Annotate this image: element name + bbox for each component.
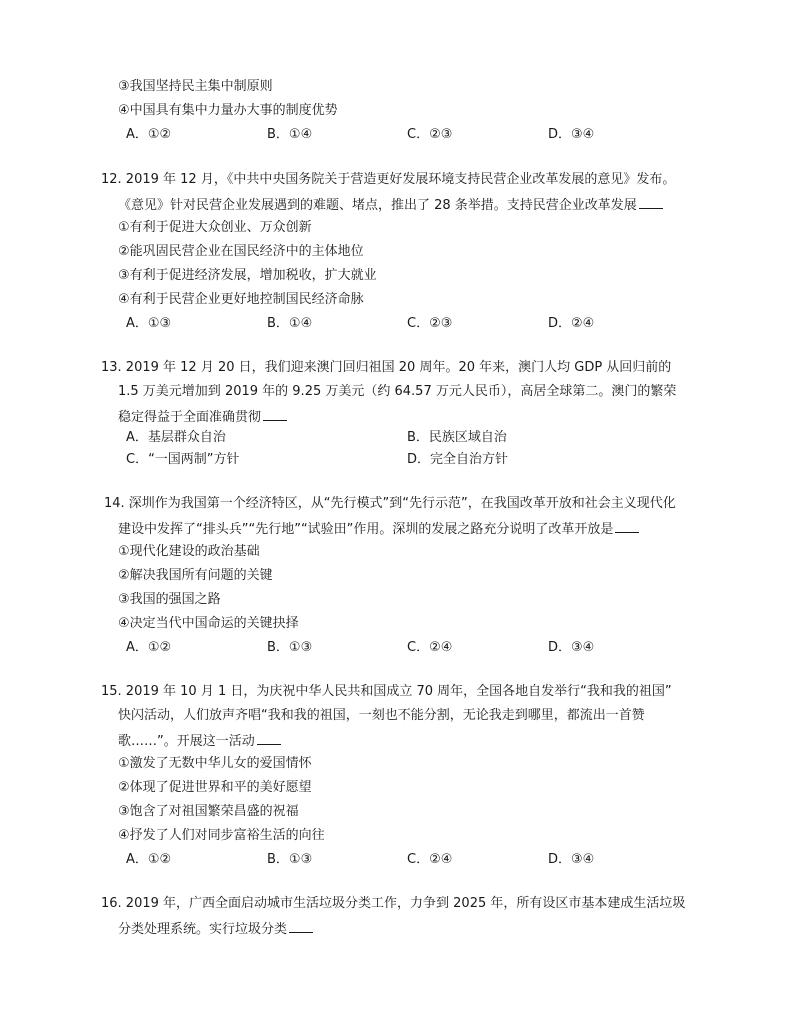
answer-blank bbox=[615, 520, 639, 533]
option-a: A．①② bbox=[126, 852, 172, 867]
option-b: B．①③ bbox=[267, 852, 313, 867]
item-text: ①激发了无数中华儿女的爱国情怀 bbox=[118, 756, 312, 771]
option-b: B．①③ bbox=[267, 640, 313, 655]
option-c: C．②③ bbox=[407, 127, 453, 142]
question-stem: 1.5 万美元增加到 2019 年的 9.25 万美元（约 64.57 万元人民币），高居全球第二。澳门的繁荣 bbox=[118, 384, 677, 399]
item-text: ③有利于促进经济发展，增加税收，扩大就业 bbox=[118, 268, 377, 283]
option-c: C．②④ bbox=[407, 640, 453, 655]
option-b: B．民族区域自治 bbox=[407, 430, 507, 445]
question-stem: 16. 2019 年，广西全面启动城市生活垃圾分类工作，力争到 2025 年，所有设区市基本建成生活垃圾 bbox=[101, 896, 686, 911]
option-b: B．①④ bbox=[267, 316, 313, 331]
answer-blank bbox=[639, 196, 663, 209]
option-a: A．①③ bbox=[126, 316, 172, 331]
item-text: ②解决我国所有问题的关键 bbox=[118, 568, 273, 583]
option-d: D．完全自治方针 bbox=[407, 452, 509, 467]
question-stem: 稳定得益于全面准确贯彻 bbox=[118, 408, 287, 426]
item-text: ①有利于促进大众创业、万众创新 bbox=[118, 220, 312, 235]
item-text: ②能巩固民营企业在国民经济中的主体地位 bbox=[118, 244, 364, 259]
option-d: D．③④ bbox=[548, 127, 595, 142]
question-stem: 13. 2019 年 12 月 20 日，我们迎来澳门回归祖国 20 周年。20 年来，澳门人均 GDP 从回归前的 bbox=[101, 360, 672, 375]
question-stem: 快闪活动，人们放声齐唱“我和我的祖国，一刻也不能分割，无论我走到哪里，都流出一首赞 bbox=[118, 708, 645, 723]
item-text: ④有利于民营企业更好地控制国民经济命脉 bbox=[118, 292, 364, 307]
item-text: ③饱含了对祖国繁荣昌盛的祝福 bbox=[118, 804, 299, 819]
option-c: C．②③ bbox=[407, 316, 453, 331]
question-stem: 歌……”。开展这一活动 bbox=[118, 732, 281, 750]
question-stem: 建设中发挥了“排头兵”“先行地”“试验田”作用。深圳的发展之路充分说明了改革开放是 bbox=[118, 520, 639, 538]
question-stem: 14. 深圳作为我国第一个经济特区，从“先行模式”到“先行示范”，在我国改革开放和社会主义现代化 bbox=[104, 496, 676, 511]
option-d: D．③④ bbox=[548, 852, 595, 867]
option-a: A．①② bbox=[126, 640, 172, 655]
item-text: ④抒发了人们对同步富裕生活的向往 bbox=[118, 828, 325, 843]
question-stem: 15. 2019 年 10 月 1 日，为庆祝中华人民共和国成立 70 周年，全国各地自发举行“我和我的祖国” bbox=[101, 684, 672, 699]
question-stem: 12. 2019 年 12 月，《中共中央国务院关于营造更好发展环境支持民营企业改革发展的意见》发布。 bbox=[101, 172, 676, 187]
option-a: A．基层群众自治 bbox=[126, 430, 226, 445]
item-text: ③我国坚持民主集中制原则 bbox=[118, 79, 273, 94]
answer-blank bbox=[257, 732, 281, 745]
option-d: D．③④ bbox=[548, 640, 595, 655]
option-a: A．①② bbox=[126, 127, 172, 142]
option-c: C．②④ bbox=[407, 852, 453, 867]
answer-blank bbox=[289, 920, 313, 933]
option-b: B．①④ bbox=[267, 127, 313, 142]
option-d: D．②④ bbox=[548, 316, 595, 331]
item-text: ④中国具有集中力量办大事的制度优势 bbox=[118, 103, 338, 118]
item-text: ③我国的强国之路 bbox=[118, 592, 221, 607]
item-text: ②体现了促进世界和平的美好愿望 bbox=[118, 780, 312, 795]
option-c: C．“一国两制”方针 bbox=[126, 452, 240, 467]
question-stem: 《意见》针对民营企业发展遇到的难题、堵点，推出了 28 条举措。支持民营企业改革发展 bbox=[118, 196, 663, 214]
question-stem: 分类处理系统。实行垃圾分类 bbox=[118, 920, 313, 938]
answer-blank bbox=[263, 408, 287, 421]
item-text: ④决定当代中国命运的关键抉择 bbox=[118, 616, 299, 631]
item-text: ①现代化建设的政治基础 bbox=[118, 544, 260, 559]
